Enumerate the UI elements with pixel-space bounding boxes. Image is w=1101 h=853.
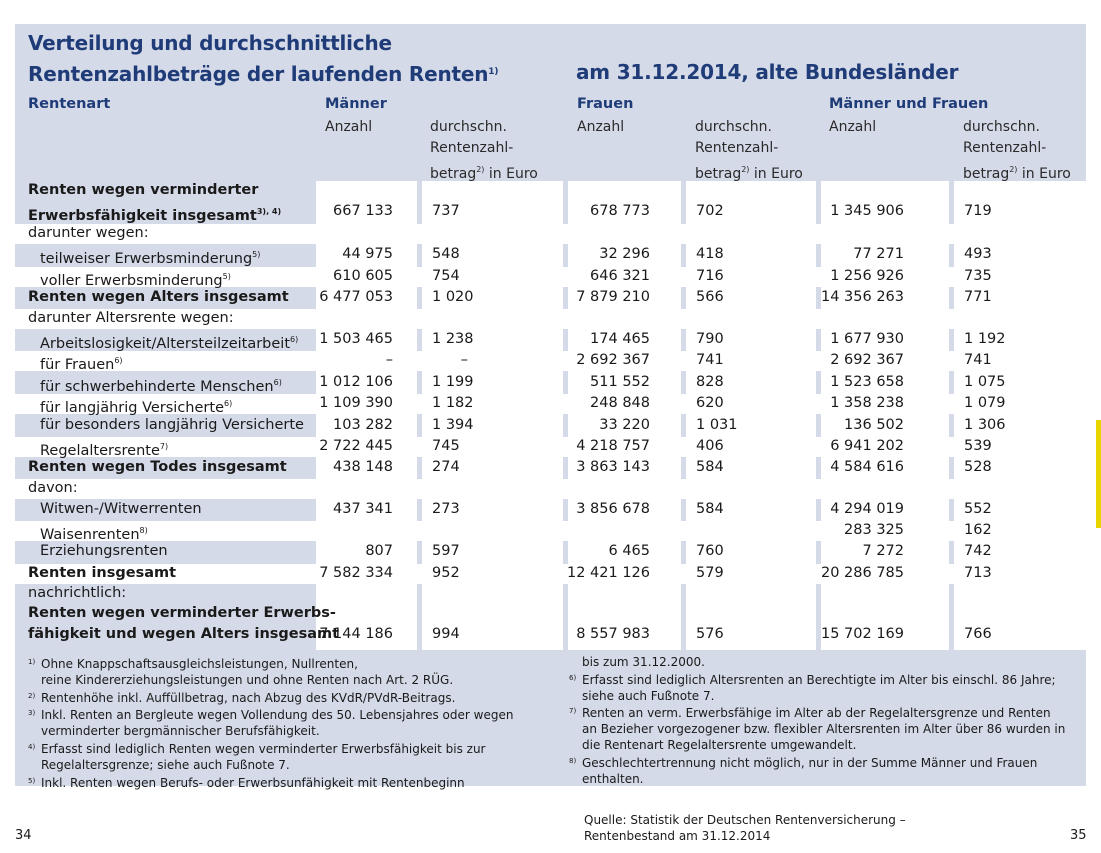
cell-beide-betrag: 766 <box>964 626 992 642</box>
cell-frauen-anzahl: 6 465 <box>608 543 650 559</box>
footnote-line <box>28 673 568 689</box>
row-label-text: Regelaltersrente <box>40 443 160 459</box>
footnote-text: Inkl. Renten an Bergleute wegen Vollendung des 50. Lebensjahres oder wegen <box>41 708 514 723</box>
footnote-line <box>28 655 568 673</box>
cell-maenner-anzahl: 437 341 <box>333 501 393 517</box>
title-line2-text: Rentenzahlbeträge der laufenden Renten <box>28 62 489 86</box>
cell-frauen-betrag: 576 <box>696 626 724 642</box>
cell-frauen-anzahl: 4 218 757 <box>576 438 650 454</box>
row-label-text: fähigkeit und wegen Alters insgesamt <box>28 626 340 642</box>
footnote-line <box>28 689 568 707</box>
cell-maenner-anzahl: 44 975 <box>342 246 393 262</box>
sub-avg-maenner-l2: Rentenzahl- <box>430 140 514 156</box>
header-maenner-und-frauen: Männer und Frauen <box>829 96 989 112</box>
row-label-text: für Frauen <box>40 357 115 373</box>
cell-frauen-betrag: 716 <box>696 268 724 284</box>
cell-maenner-anzahl: 7 582 334 <box>319 565 393 581</box>
yellow-margin-mark <box>1096 420 1101 528</box>
cell-frauen-betrag: 760 <box>696 543 724 559</box>
footnote-marker: 3) <box>28 709 36 718</box>
cell-maenner-anzahl: 1 012 106 <box>319 374 393 390</box>
sub-avg-beide-l3 <box>963 159 1071 185</box>
row-label <box>40 499 202 520</box>
cell-frauen-betrag: 1 031 <box>696 417 738 433</box>
footnote-text: enthalten. <box>582 771 644 786</box>
footnote-text: an Bezieher vorgezogener bzw. flexibler Altersrenten im Alter über 86 wurden in <box>582 722 1066 737</box>
cell-maenner-betrag: 1 394 <box>432 417 474 433</box>
cell-beide-anzahl: 1 523 658 <box>830 374 904 390</box>
row-label-text: Witwen-/Witwerrenten <box>40 501 202 517</box>
cell-beide-anzahl: 283 325 <box>844 522 904 538</box>
sub-avg-frauen-l1: durchschn. <box>695 119 772 135</box>
cell-maenner-anzahl: 667 133 <box>333 203 393 219</box>
cell-frauen-anzahl: 7 879 210 <box>576 289 650 305</box>
cell-beide-betrag: 1 079 <box>964 395 1006 411</box>
footnote-line <box>28 774 568 792</box>
cell-beide-anzahl: 1 256 926 <box>830 268 904 284</box>
row-label <box>28 457 287 478</box>
footnote-marker: 7) <box>569 707 577 716</box>
cell-frauen-betrag: 790 <box>696 331 724 347</box>
cell-frauen-anzahl: 3 863 143 <box>576 459 650 475</box>
source-line1: Quelle: Statistik der Deutschen Rentenversicherung – <box>584 813 906 827</box>
cell-maenner-betrag: – <box>460 352 468 368</box>
cell-maenner-betrag: 745 <box>432 438 460 454</box>
cell-frauen-betrag: 579 <box>696 565 724 581</box>
cell-maenner-anzahl: 7 144 186 <box>319 626 393 642</box>
cell-beide-anzahl: 20 286 785 <box>820 565 904 581</box>
cell-beide-betrag: 713 <box>964 565 992 581</box>
row-label-text: Renten insgesamt <box>28 565 177 581</box>
sub-avg-maenner-l3a: betrag <box>430 166 477 182</box>
footnote-text: Renten an verm. Erwerbsfähige im Alter ab der Regelaltersgrenze und Renten <box>582 706 1051 721</box>
footnote-line <box>28 706 568 724</box>
row-footnote-ref: 5) <box>252 250 261 259</box>
cell-maenner-anzahl: 2 722 445 <box>319 438 393 454</box>
cell-beide-betrag: 1 306 <box>964 417 1006 433</box>
cell-beide-betrag: 528 <box>964 459 992 475</box>
cell-maenner-anzahl: 610 605 <box>333 268 393 284</box>
footnote-marker: 1) <box>28 658 36 666</box>
cell-frauen-betrag: 584 <box>696 459 724 475</box>
title-line2 <box>28 58 498 89</box>
sub-avg-beide-l3a: betrag <box>963 166 1010 182</box>
page-number-left: 34 <box>15 828 32 843</box>
row-label <box>28 563 176 584</box>
row-label <box>28 308 234 329</box>
cell-frauen-anzahl: 646 321 <box>590 268 650 284</box>
footnote-text: bis zum 31.12.2000. <box>582 655 705 669</box>
header-maenner: Männer <box>325 96 387 112</box>
row-label <box>28 223 149 244</box>
cell-frauen-betrag: 406 <box>696 438 724 454</box>
row-label <box>28 287 289 308</box>
sub-avg-frauen-l2: Rentenzahl- <box>695 140 779 156</box>
row-label <box>40 541 168 562</box>
cell-beide-betrag: 742 <box>964 543 992 559</box>
sub-avg-frauen <box>695 117 803 185</box>
row-footnote-ref: 7) <box>159 442 169 451</box>
cell-beide-anzahl: 1 345 906 <box>830 203 904 219</box>
cell-beide-betrag: 771 <box>964 289 992 305</box>
cell-beide-betrag: 735 <box>964 268 992 284</box>
cell-beide-anzahl: 15 702 169 <box>820 626 904 642</box>
cell-beide-anzahl: 4 294 019 <box>830 501 904 517</box>
sub-avg-maenner-l3 <box>430 159 538 185</box>
page-number-right: 35 <box>1070 828 1087 843</box>
cell-beide-betrag: 552 <box>964 501 992 517</box>
sub-anzahl-beide: Anzahl <box>829 119 877 135</box>
footnotes-right <box>569 655 1079 787</box>
footnote-line <box>569 704 1079 722</box>
cell-frauen-anzahl: 12 421 126 <box>566 565 650 581</box>
row-footnote-ref: 6) <box>273 378 282 387</box>
cell-frauen-betrag: 418 <box>696 246 724 262</box>
cell-maenner-anzahl: 1 109 390 <box>319 395 393 411</box>
cell-maenner-anzahl: 6 477 053 <box>319 289 393 305</box>
title-footnote-ref: 1) <box>488 67 499 77</box>
row-label-text: Renten wegen Todes insgesamt <box>28 459 287 475</box>
cell-beide-anzahl: 1 677 930 <box>830 331 904 347</box>
row-label-text: für schwerbehinderte Menschen <box>40 379 274 395</box>
footnote-line <box>569 671 1079 689</box>
row-label-line1: Renten wegen verminderter <box>28 182 259 198</box>
cell-beide-anzahl: 4 584 616 <box>830 459 904 475</box>
cell-maenner-anzahl: 1 503 465 <box>319 331 393 347</box>
cell-maenner-anzahl: – <box>385 352 393 368</box>
cell-beide-anzahl: 2 692 367 <box>830 352 904 368</box>
title-right: am 31.12.2014, alte Bundesländer <box>576 60 959 84</box>
sub-avg-frauen-l3 <box>695 159 803 185</box>
cell-frauen-betrag: 702 <box>696 203 724 219</box>
cell-frauen-anzahl: 8 557 983 <box>576 626 650 642</box>
row-band-1 <box>15 224 1086 244</box>
footnote-line <box>28 740 568 758</box>
footnote-text: Ohne Knappschaftsausgleichsleistungen, Nullrenten, <box>41 657 358 671</box>
row-label-text: Renten wegen Alters insgesamt <box>28 289 289 305</box>
row-band-7 <box>15 479 1086 499</box>
footnotes-left <box>28 655 568 791</box>
row-label-line2 <box>28 624 339 645</box>
footnote-text: Geschlechtertrennung nicht möglich, nur in der Summe Männer und Frauen <box>582 755 1038 770</box>
footnote-text: Erfasst sind lediglich Renten wegen verminderter Erwerbsfähigkeit bis zur <box>41 741 486 756</box>
cell-frauen-anzahl: 678 773 <box>590 203 650 219</box>
cell-beide-anzahl: 7 272 <box>862 543 904 559</box>
footnote-text: die Rentenart Regelaltersrente umgewandelt. <box>582 737 857 752</box>
sub-avg-maenner-sup: 2) <box>476 165 485 174</box>
cell-frauen-anzahl: 32 296 <box>599 246 650 262</box>
cell-maenner-betrag: 1 020 <box>432 289 474 305</box>
footnote-line <box>28 758 568 774</box>
cell-frauen-betrag: 620 <box>696 395 724 411</box>
header-frauen: Frauen <box>577 96 634 112</box>
footnote-line <box>28 724 568 740</box>
cell-beide-anzahl: 14 356 263 <box>820 289 904 305</box>
sub-avg-beide-sup: 2) <box>1009 165 1018 174</box>
cell-beide-anzahl: 136 502 <box>844 417 904 433</box>
cell-beide-betrag: 162 <box>964 522 992 538</box>
row-label-text: voller Erwerbsminderung <box>40 273 223 289</box>
row-label-text: davon: <box>28 480 78 496</box>
footnote-text: verminderter bergmännischer Berufsfähigkeit. <box>41 724 320 739</box>
row-footnote-ref: 3), 4) <box>256 207 282 216</box>
sub-anzahl-frauen: Anzahl <box>577 119 625 135</box>
cell-frauen-betrag: 566 <box>696 289 724 305</box>
row-label-text: Arbeitslosigkeit/Altersteilzeitarbeit <box>40 336 291 352</box>
cell-beide-betrag: 719 <box>964 203 992 219</box>
row-label-text: Waisenrenten <box>40 527 140 543</box>
sub-avg-frauen-l3b: in Euro <box>749 166 803 182</box>
cell-maenner-betrag: 952 <box>432 565 460 581</box>
header-rentenart: Rentenart <box>28 96 111 112</box>
footnote-marker: 8) <box>569 756 577 765</box>
row-footnote-ref: 6) <box>114 356 123 365</box>
footnote-marker: 5) <box>28 776 36 785</box>
row-footnote-ref: 8) <box>139 526 148 535</box>
cell-maenner-betrag: 1 182 <box>432 395 474 411</box>
sub-avg-frauen-l3a: betrag <box>695 166 742 182</box>
sub-avg-maenner-l3b: in Euro <box>484 166 538 182</box>
title-line1: Verteilung und durchschnittliche <box>28 31 392 55</box>
cell-beide-betrag: 1 192 <box>964 331 1006 347</box>
row-band-6 <box>15 437 1086 457</box>
cell-frauen-anzahl: 33 220 <box>599 417 650 433</box>
cell-frauen-betrag: 584 <box>696 501 724 517</box>
footnote-marker: 2) <box>28 691 36 700</box>
row-label-text: darunter wegen: <box>28 225 149 241</box>
sub-avg-maenner <box>430 117 538 185</box>
cell-beide-anzahl: 1 358 238 <box>830 395 904 411</box>
footnote-line <box>569 689 1079 705</box>
row-footnote-ref: 6) <box>290 335 299 344</box>
footnote-text: siehe auch Fußnote 7. <box>582 688 715 703</box>
cell-maenner-betrag: 737 <box>432 203 460 219</box>
cell-maenner-anzahl: 438 148 <box>333 459 393 475</box>
cell-maenner-betrag: 1 238 <box>432 331 474 347</box>
sub-avg-beide <box>963 117 1071 185</box>
cell-frauen-anzahl: 3 856 678 <box>576 501 650 517</box>
cell-frauen-anzahl: 174 465 <box>590 331 650 347</box>
footnote-line <box>569 772 1079 788</box>
cell-beide-anzahl: 77 271 <box>853 246 904 262</box>
row-label-text: für besonders langjährig Versicherte <box>40 417 304 433</box>
sub-avg-beide-l3b: in Euro <box>1017 166 1071 182</box>
cell-maenner-betrag: 548 <box>432 246 460 262</box>
row-label-text: Erziehungsrenten <box>40 543 168 559</box>
row-label-line1: Renten wegen verminderter Erwerbs- <box>28 605 336 621</box>
row-band-8 <box>15 521 1086 541</box>
cell-maenner-betrag: 597 <box>432 543 460 559</box>
footnote-marker: 4) <box>28 742 36 751</box>
cell-frauen-anzahl: 248 848 <box>590 395 650 411</box>
footnote-text: Regelaltersgrenze; siehe auch Fußnote 7. <box>41 757 290 772</box>
cell-maenner-anzahl: 807 <box>365 543 393 559</box>
row-label-text: nachrichtlich: <box>28 585 127 601</box>
row-footnote-ref: 6) <box>224 399 233 408</box>
footnote-line <box>569 754 1079 772</box>
cell-maenner-betrag: 994 <box>432 626 460 642</box>
row-label-text: für langjährig Versicherte <box>40 400 224 416</box>
sub-avg-beide-l1: durchschn. <box>963 119 1040 135</box>
cell-frauen-betrag: 741 <box>696 352 724 368</box>
row-label-text: darunter Altersrente wegen: <box>28 310 234 326</box>
sub-avg-maenner-l1: durchschn. <box>430 119 507 135</box>
footnote-marker: 6) <box>569 673 577 682</box>
cell-maenner-betrag: 274 <box>432 459 460 475</box>
cell-beide-betrag: 539 <box>964 438 992 454</box>
footnote-line <box>569 722 1079 738</box>
cell-frauen-betrag: 828 <box>696 374 724 390</box>
footnote-text: Erfasst sind lediglich Altersrenten an Berechtigte im Alter bis einschl. 86 Jahre; <box>582 672 1056 687</box>
footnote-text: Inkl. Renten wegen Berufs- oder Erwerbsunfähigkeit mit Rentenbeginn <box>41 775 465 790</box>
sub-anzahl-maenner: Anzahl <box>325 119 373 135</box>
cell-frauen-anzahl: 511 552 <box>590 374 650 390</box>
cell-maenner-betrag: 273 <box>432 501 460 517</box>
sub-avg-frauen-sup: 2) <box>741 165 750 174</box>
cell-maenner-betrag: 754 <box>432 268 460 284</box>
source-note <box>584 812 906 844</box>
row-label <box>28 583 126 604</box>
footnote-text: Rentenhöhe inkl. Auffüllbetrag, nach Abzug des KVdR/PVdR-Beitrags. <box>41 690 456 705</box>
row-label <box>28 478 78 499</box>
row-label-text: teilweiser Erwerbsminderung <box>40 251 253 267</box>
cell-beide-betrag: 493 <box>964 246 992 262</box>
row-label-text: Erwerbsfähigkeit insgesamt <box>28 208 257 224</box>
cell-beide-betrag: 1 075 <box>964 374 1006 390</box>
footnote-line <box>569 655 1079 671</box>
row-label <box>40 415 304 436</box>
source-line2: Rentenbestand am 31.12.2014 <box>584 829 771 843</box>
footnote-text: reine Kindererziehungsleistungen und ohne Renten nach Art. 2 RÜG. <box>41 672 454 687</box>
sub-avg-beide-l2: Rentenzahl- <box>963 140 1047 156</box>
cell-maenner-betrag: 1 199 <box>432 374 474 390</box>
cell-maenner-anzahl: 103 282 <box>333 417 393 433</box>
footnote-line <box>569 738 1079 754</box>
cell-beide-anzahl: 6 941 202 <box>830 438 904 454</box>
cell-frauen-anzahl: 2 692 367 <box>576 352 650 368</box>
row-footnote-ref: 5) <box>222 272 231 281</box>
cell-beide-betrag: 741 <box>964 352 992 368</box>
